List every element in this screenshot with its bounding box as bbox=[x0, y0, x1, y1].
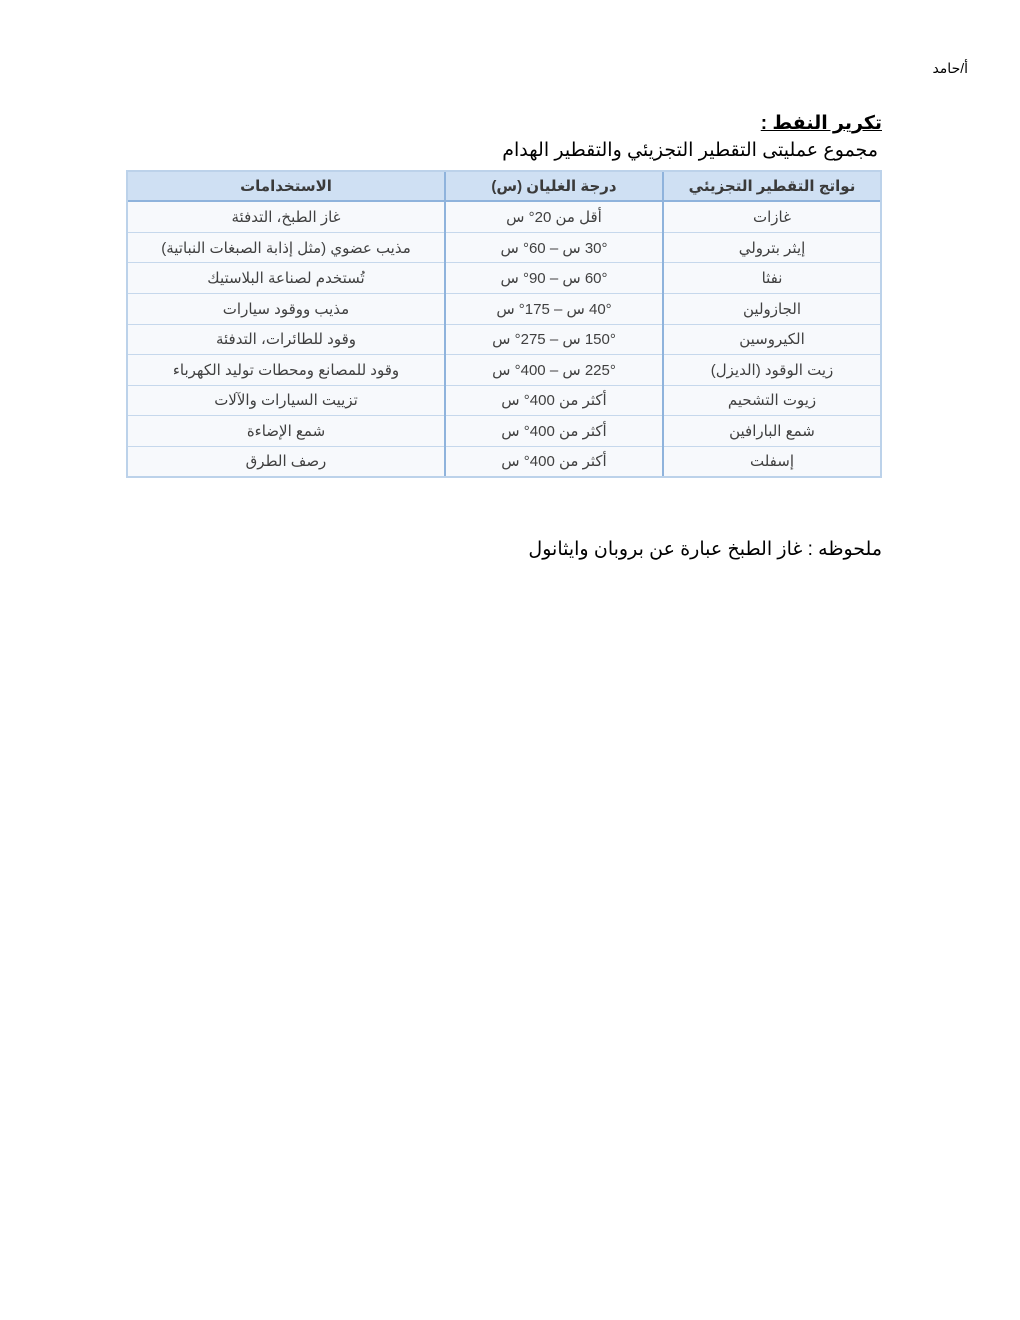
header-boiling-point: درجة الغليان (س) bbox=[445, 172, 663, 201]
table-row bbox=[128, 446, 880, 476]
cell-product: زيت الوقود (الديزل) bbox=[663, 355, 880, 386]
table-row bbox=[128, 201, 880, 232]
note-text: ملحوظه : غاز الطبخ عبارة عن بروبان وايثانول bbox=[528, 539, 882, 560]
cell-product: زيوت التشحيم bbox=[663, 385, 880, 416]
cell-uses: غاز الطبخ، التدفئة bbox=[128, 201, 445, 232]
cell-boiling-point: 30° س – 60° س bbox=[445, 232, 663, 263]
cell-product: غازات bbox=[663, 201, 880, 232]
header-product: نواتج التقطير التجزيئي bbox=[663, 172, 880, 201]
table-row bbox=[128, 355, 880, 386]
cell-uses: شمع الإضاءة bbox=[128, 416, 445, 447]
cell-product: نفثا bbox=[663, 263, 880, 294]
cell-boiling-point: 225° س – 400° س bbox=[445, 355, 663, 386]
page-subtitle: مجموع عمليتى التقطير التجزيئي والتقطير الهدام bbox=[502, 140, 878, 161]
page-title: تكرير النفط : bbox=[760, 113, 882, 134]
distillation-table bbox=[128, 172, 880, 476]
cell-boiling-point: أكثر من 400° س bbox=[445, 446, 663, 476]
cell-boiling-point: أكثر من 400° س bbox=[445, 416, 663, 447]
cell-uses: رصف الطرق bbox=[245, 453, 327, 471]
cell-uses: تزييت السيارات والآلات bbox=[128, 385, 445, 416]
cell-product: شمع البارافين bbox=[663, 416, 880, 447]
author-name: أ/حامد bbox=[932, 60, 968, 76]
cell-boiling-point: 150° س – 275° س bbox=[445, 324, 663, 355]
cell-uses: تُستخدم لصناعة البلاستيك bbox=[128, 263, 445, 294]
cell-product: الجازولين bbox=[663, 293, 880, 324]
table-header-row bbox=[128, 172, 880, 201]
cell-uses: مذيب ووقود سيارات bbox=[128, 293, 445, 324]
cell-uses: وقود للطائرات، التدفئة bbox=[128, 324, 445, 355]
table-row bbox=[128, 232, 880, 263]
table-row bbox=[128, 263, 880, 294]
cell-product: إيثر بترولي bbox=[663, 232, 880, 263]
cell-boiling-point: أكثر من 400° س bbox=[445, 385, 663, 416]
cell-product: الكيروسين bbox=[663, 324, 880, 355]
table-row bbox=[128, 324, 880, 355]
cell-uses: مذيب عضوي (مثل إذابة الصبغات النباتية) bbox=[128, 232, 445, 263]
table-row bbox=[128, 385, 880, 416]
header-uses: الاستخدامات bbox=[128, 172, 445, 201]
cell-uses: وقود للمصانع ومحطات توليد الكهرباء bbox=[128, 355, 445, 386]
cell-boiling-point: 40° س – 175° س bbox=[445, 293, 663, 324]
distillation-table-container bbox=[126, 170, 882, 478]
cell-boiling-point: أقل من 20° س bbox=[445, 201, 663, 232]
table-row bbox=[128, 416, 880, 447]
cell-product: إسفلت bbox=[663, 446, 880, 476]
cell-boiling-point: 60° س – 90° س bbox=[445, 263, 663, 294]
table-row bbox=[128, 293, 880, 324]
